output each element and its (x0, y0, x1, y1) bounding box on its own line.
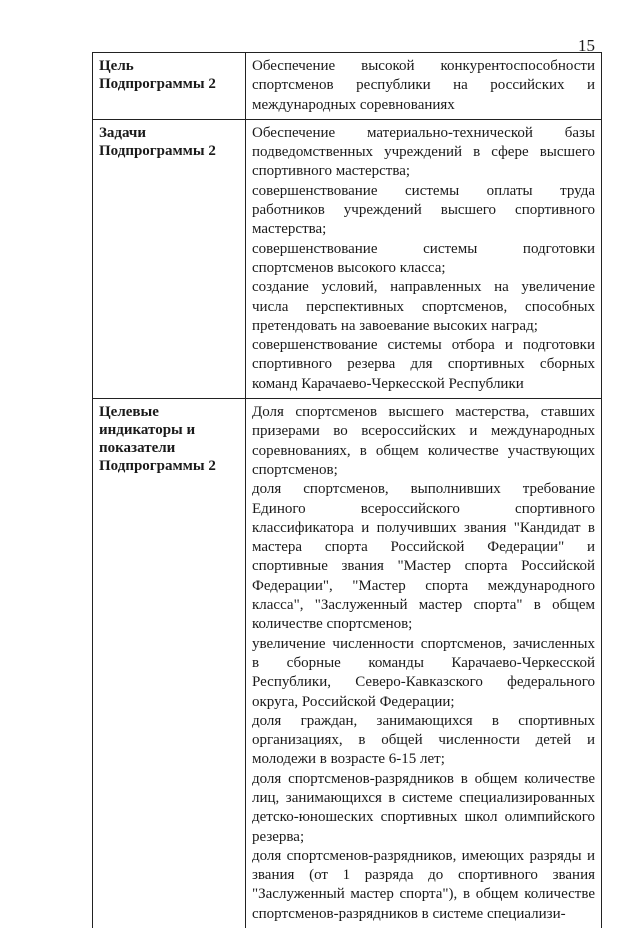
task-item: создание условий, направленных на увеличение числа перспективных спортсменов, способных претендовать на завоевание высоких наград; (252, 279, 595, 334)
row-content-tasks (246, 119, 602, 398)
label-line: Подпрограммы 2 (99, 458, 216, 475)
label-line: Целевые (99, 404, 159, 421)
row-content-goal (246, 53, 602, 120)
task-item: совершенствование системы подготовки спортсменов высокого класса; (252, 240, 595, 276)
indicator-item: доля спортсменов, выполнивших требование Единого всероссийского спортивного классификатора и получивших звания "Кандидат в мастера спорта Российской Федерации" и спортивные звания "Мастер спорта Российской Федерации", "Мастер спорта международного класса", "Заслуженный мастер спорта" в общем количестве спортсменов; (252, 481, 595, 633)
label-line: индикаторы и (99, 422, 196, 439)
indicator-item: Доля спортсменов высшего мастерства, ставших призерами во всероссийских и международных соревнованиях, в общем количестве участвующих спортсменов; (252, 404, 595, 478)
goal-text: Обеспечение высокой конкурентоспособности спортсменов республики на российских и международных соревнованиях (252, 58, 595, 113)
row-label-goal (93, 53, 246, 120)
label-line: показатели (99, 440, 176, 457)
task-item: совершенствование системы оплаты труда работников учреждений высшего спортивного мастерства; (252, 182, 595, 238)
indicator-item: доля спортсменов-разрядников, имеющих разряды и звания (от 1 разряда до спортивного звания "Заслуженный мастер спорта"), в общем количестве спортсменов-разрядников в системе специализи- (252, 847, 595, 922)
task-item: совершенствование системы отбора и подготовки спортивного резерва для спортивных сборных команд Карачаево-Черкесской Республики (252, 337, 595, 392)
task-item: Обеспечение материально-технической базы подведомственных учреждений в сфере высшего спортивного мастерства; (252, 124, 595, 180)
page-number: 15 (578, 36, 595, 55)
row-label-tasks (93, 119, 246, 398)
row-content-indicators (246, 399, 602, 928)
table-row-goal (93, 53, 602, 120)
label-line: Подпрограммы 2 (99, 76, 216, 92)
indicator-item: доля граждан, занимающихся в спортивных организациях, в общей численности детей и молодежи в возрасте 6-15 лет; (252, 712, 595, 768)
subprogram-passport-table (92, 52, 602, 928)
label-line: Цель (99, 58, 134, 74)
table-row-indicators (93, 399, 602, 928)
indicator-item: увеличение численности спортсменов, зачисленных в сборные команды Карачаево-Черкесской Республики, Северо-Кавказского федерального округа, Российской Федерации; (252, 635, 595, 710)
label-line: Задачи (99, 124, 147, 141)
indicator-item: доля спортсменов-разрядников в общем количестве лиц, занимающихся в системе специализированных детско-юношеских спортивных школ олимпийского резерва; (252, 770, 595, 845)
label-line: Подпрограммы 2 (99, 142, 216, 159)
table-row-tasks (93, 119, 602, 398)
row-label-indicators (93, 399, 246, 928)
